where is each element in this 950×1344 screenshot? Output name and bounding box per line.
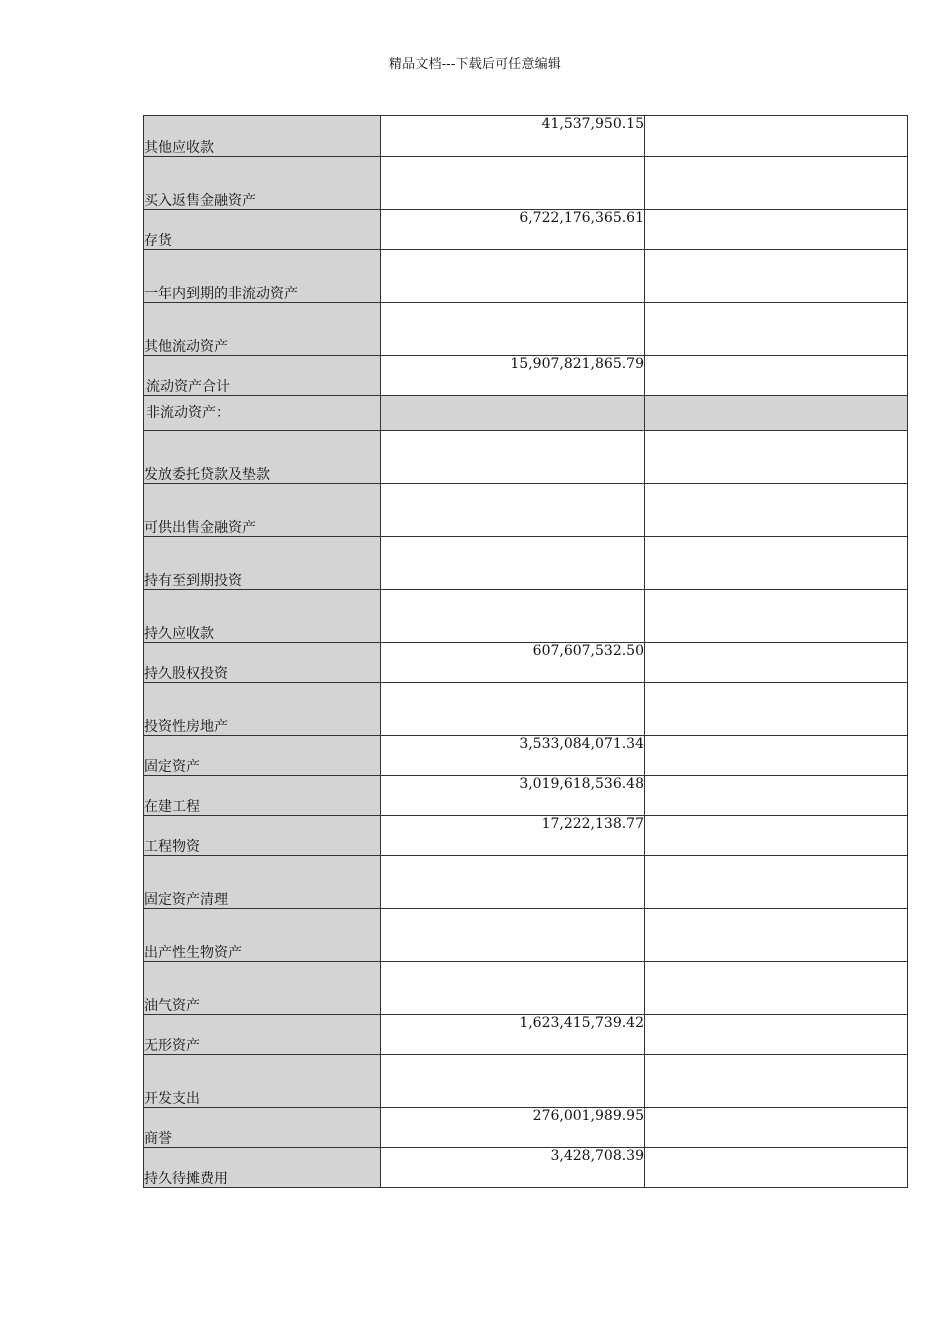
- row-value: [381, 157, 645, 210]
- row-value: 1,623,415,739.42: [381, 1015, 645, 1055]
- row-label: 固定资产: [144, 736, 381, 776]
- row-label: 投资性房地产: [144, 683, 381, 736]
- row-label: 出产性生物资产: [144, 909, 381, 962]
- row-value: 41,537,950.15: [381, 116, 645, 157]
- row-value: [381, 1055, 645, 1108]
- row-empty-cell: [645, 856, 908, 909]
- row-value: [381, 683, 645, 736]
- row-value: 3,428,708.39: [381, 1148, 645, 1188]
- table-row: [144, 1055, 908, 1108]
- table-row: [144, 643, 908, 683]
- table-row: [144, 356, 908, 396]
- row-label: 其他流动资产: [144, 303, 381, 356]
- row-empty-cell: [645, 683, 908, 736]
- table-row: [144, 116, 908, 157]
- row-empty-cell: [645, 643, 908, 683]
- row-value: [381, 909, 645, 962]
- page-header: 精品文档---下载后可任意编辑: [388, 57, 562, 72]
- table-row: [144, 210, 908, 250]
- row-value: 3,533,084,071.34: [381, 736, 645, 776]
- row-label: 买入返售金融资产: [144, 157, 381, 210]
- row-label: 持久股权投资: [144, 643, 381, 683]
- row-empty-cell: [645, 484, 908, 537]
- table-row: [144, 909, 908, 962]
- row-label: 其他应收款: [144, 116, 381, 157]
- row-empty-cell: [645, 736, 908, 776]
- row-empty-cell: [645, 396, 908, 431]
- row-value: [381, 484, 645, 537]
- table-row: [144, 1148, 908, 1188]
- row-empty-cell: [645, 431, 908, 484]
- row-label: 一年内到期的非流动资产: [144, 250, 381, 303]
- row-empty-cell: [645, 909, 908, 962]
- row-empty-cell: [645, 537, 908, 590]
- row-empty-cell: [645, 816, 908, 856]
- row-value: 15,907,821,865.79: [381, 356, 645, 396]
- row-empty-cell: [645, 1015, 908, 1055]
- balance-sheet-table: [143, 115, 908, 1188]
- row-label: 持有至到期投资: [144, 537, 381, 590]
- table-row: [144, 590, 908, 643]
- row-empty-cell: [645, 303, 908, 356]
- row-value: [381, 856, 645, 909]
- row-value: 607,607,532.50: [381, 643, 645, 683]
- row-label: 在建工程: [144, 776, 381, 816]
- row-empty-cell: [645, 1148, 908, 1188]
- table-row: [144, 1015, 908, 1055]
- row-empty-cell: [645, 210, 908, 250]
- table-row: [144, 776, 908, 816]
- row-empty-cell: [645, 962, 908, 1015]
- row-empty-cell: [645, 1055, 908, 1108]
- table-row: [144, 683, 908, 736]
- table-row: [144, 157, 908, 210]
- row-label: 开发支出: [144, 1055, 381, 1108]
- row-label: 持久待摊费用: [144, 1148, 381, 1188]
- table-row: [144, 250, 908, 303]
- row-value: [381, 396, 645, 431]
- row-value: 6,722,176,365.61: [381, 210, 645, 250]
- row-label: 持久应收款: [144, 590, 381, 643]
- row-empty-cell: [645, 1108, 908, 1148]
- row-value: [381, 537, 645, 590]
- row-empty-cell: [645, 250, 908, 303]
- row-label: 工程物资: [144, 816, 381, 856]
- table-row: [144, 537, 908, 590]
- row-value: 276,001,989.95: [381, 1108, 645, 1148]
- row-value: 17,222,138.77: [381, 816, 645, 856]
- table-row: [144, 962, 908, 1015]
- table-row: [144, 816, 908, 856]
- table-row: [144, 1108, 908, 1148]
- row-value: 3,019,618,536.48: [381, 776, 645, 816]
- table-row: [144, 736, 908, 776]
- row-label: 无形资产: [144, 1015, 381, 1055]
- section-header-row: [144, 396, 908, 431]
- row-value: [381, 590, 645, 643]
- row-empty-cell: [645, 590, 908, 643]
- row-empty-cell: [645, 157, 908, 210]
- row-label: 存货: [144, 210, 381, 250]
- row-label: 商誉: [144, 1108, 381, 1148]
- row-empty-cell: [645, 356, 908, 396]
- row-value: [381, 431, 645, 484]
- table-row: [144, 431, 908, 484]
- section-label: 非流动资产：: [144, 396, 381, 431]
- row-label: 发放委托贷款及垫款: [144, 431, 381, 484]
- row-empty-cell: [645, 116, 908, 157]
- row-label: 流动资产合计: [144, 356, 381, 396]
- row-value: [381, 250, 645, 303]
- table-row: [144, 856, 908, 909]
- row-value: [381, 962, 645, 1015]
- table-row: [144, 484, 908, 537]
- row-label: 可供出售金融资产: [144, 484, 381, 537]
- row-label: 固定资产清理: [144, 856, 381, 909]
- table-row: [144, 303, 908, 356]
- row-value: [381, 303, 645, 356]
- row-label: 油气资产: [144, 962, 381, 1015]
- row-empty-cell: [645, 776, 908, 816]
